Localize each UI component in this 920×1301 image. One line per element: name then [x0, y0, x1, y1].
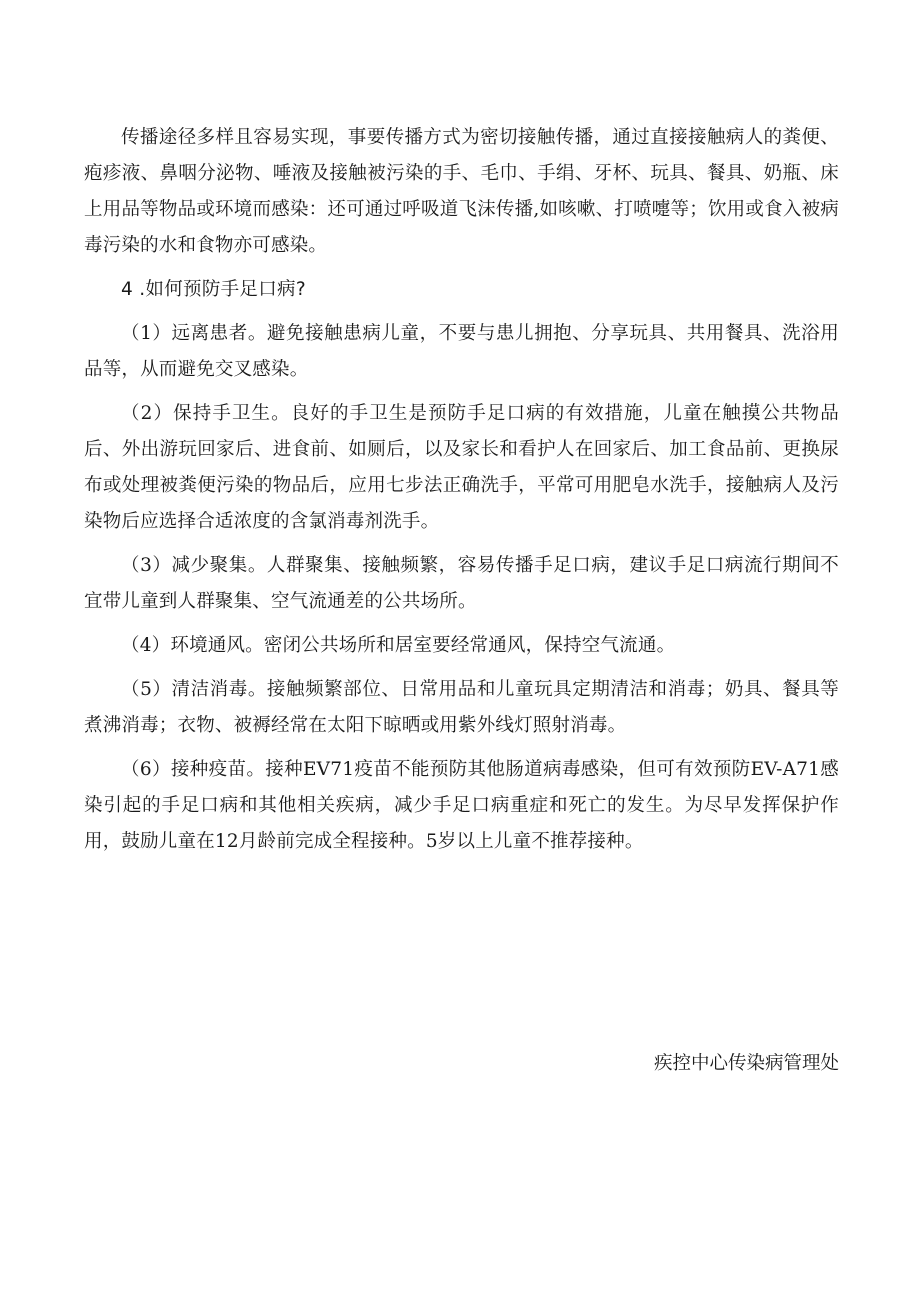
- prevention-item-5: （5）清洁消毒。接触频繁部位、日常用品和儿童玩具定期清洁和消毒；奶具、餐具等煮沸消毒；衣物、被褥经常在太阳下晾晒或用紫外线灯照射消毒。: [84, 679, 839, 736]
- prevention-item-6: （6）接种疫苗。接种EV71疫苗不能预防其他肠道病毒感染，但可有效预防EV-A71感染引起的手足口病和其他相关疾病，减少手足口病重症和死亡的发生。为尽早发挥保护作用，鼓励儿童在12月龄前完成全程接种。5岁以上儿童不推荐接种。: [84, 759, 839, 852]
- prevention-item-3: （3）减少聚集。人群聚集、接触频繁，容易传播手足口病，建议手足口病流行期间不宜带儿童到人群聚集、空气流通差的公共场所。: [84, 555, 839, 612]
- section-heading-prevention: 4 .如何预防手足口病?: [121, 279, 306, 300]
- prevention-item-1: （1）远离患者。避免接触患病儿童，不要与患儿拥抱、分享玩具、共用餐具、洗浴用品等，从而避免交叉感染。: [84, 323, 839, 380]
- prevention-item-4: （4）环境通风。密闭公共场所和居室要经常通风，保持空气流通。: [121, 635, 676, 656]
- paragraph-transmission: 传播途径多样且容易实现，事要传播方式为密切接触传播，通过直接接触病人的粪便、疱疹液、鼻咽分泌物、唾液及接触被污染的手、毛巾、手绢、牙杯、玩具、餐具、奶瓶、床上用品等物品或环境而感染：还可通过呼吸道飞沫传播,如咳嗽、打喷嚏等；饮用或食入被病毒污染的水和食物亦可感染。: [84, 127, 839, 256]
- signature: 疾控中心传染病管理处: [653, 1053, 839, 1074]
- document-body: [84, 120, 839, 860]
- prevention-item-2: （2）保持手卫生。良好的手卫生是预防手足口病的有效措施，儿童在触摸公共物品后、外出游玩回家后、进食前、如厕后，以及家长和看护人在回家后、加工食品前、更换尿布或处理被粪便污染的物品后，应用七步法正确洗手，平常可用肥皂水洗手，接触病人及污染物后应选择合适浓度的含氯消毒剂洗手。: [84, 403, 839, 532]
